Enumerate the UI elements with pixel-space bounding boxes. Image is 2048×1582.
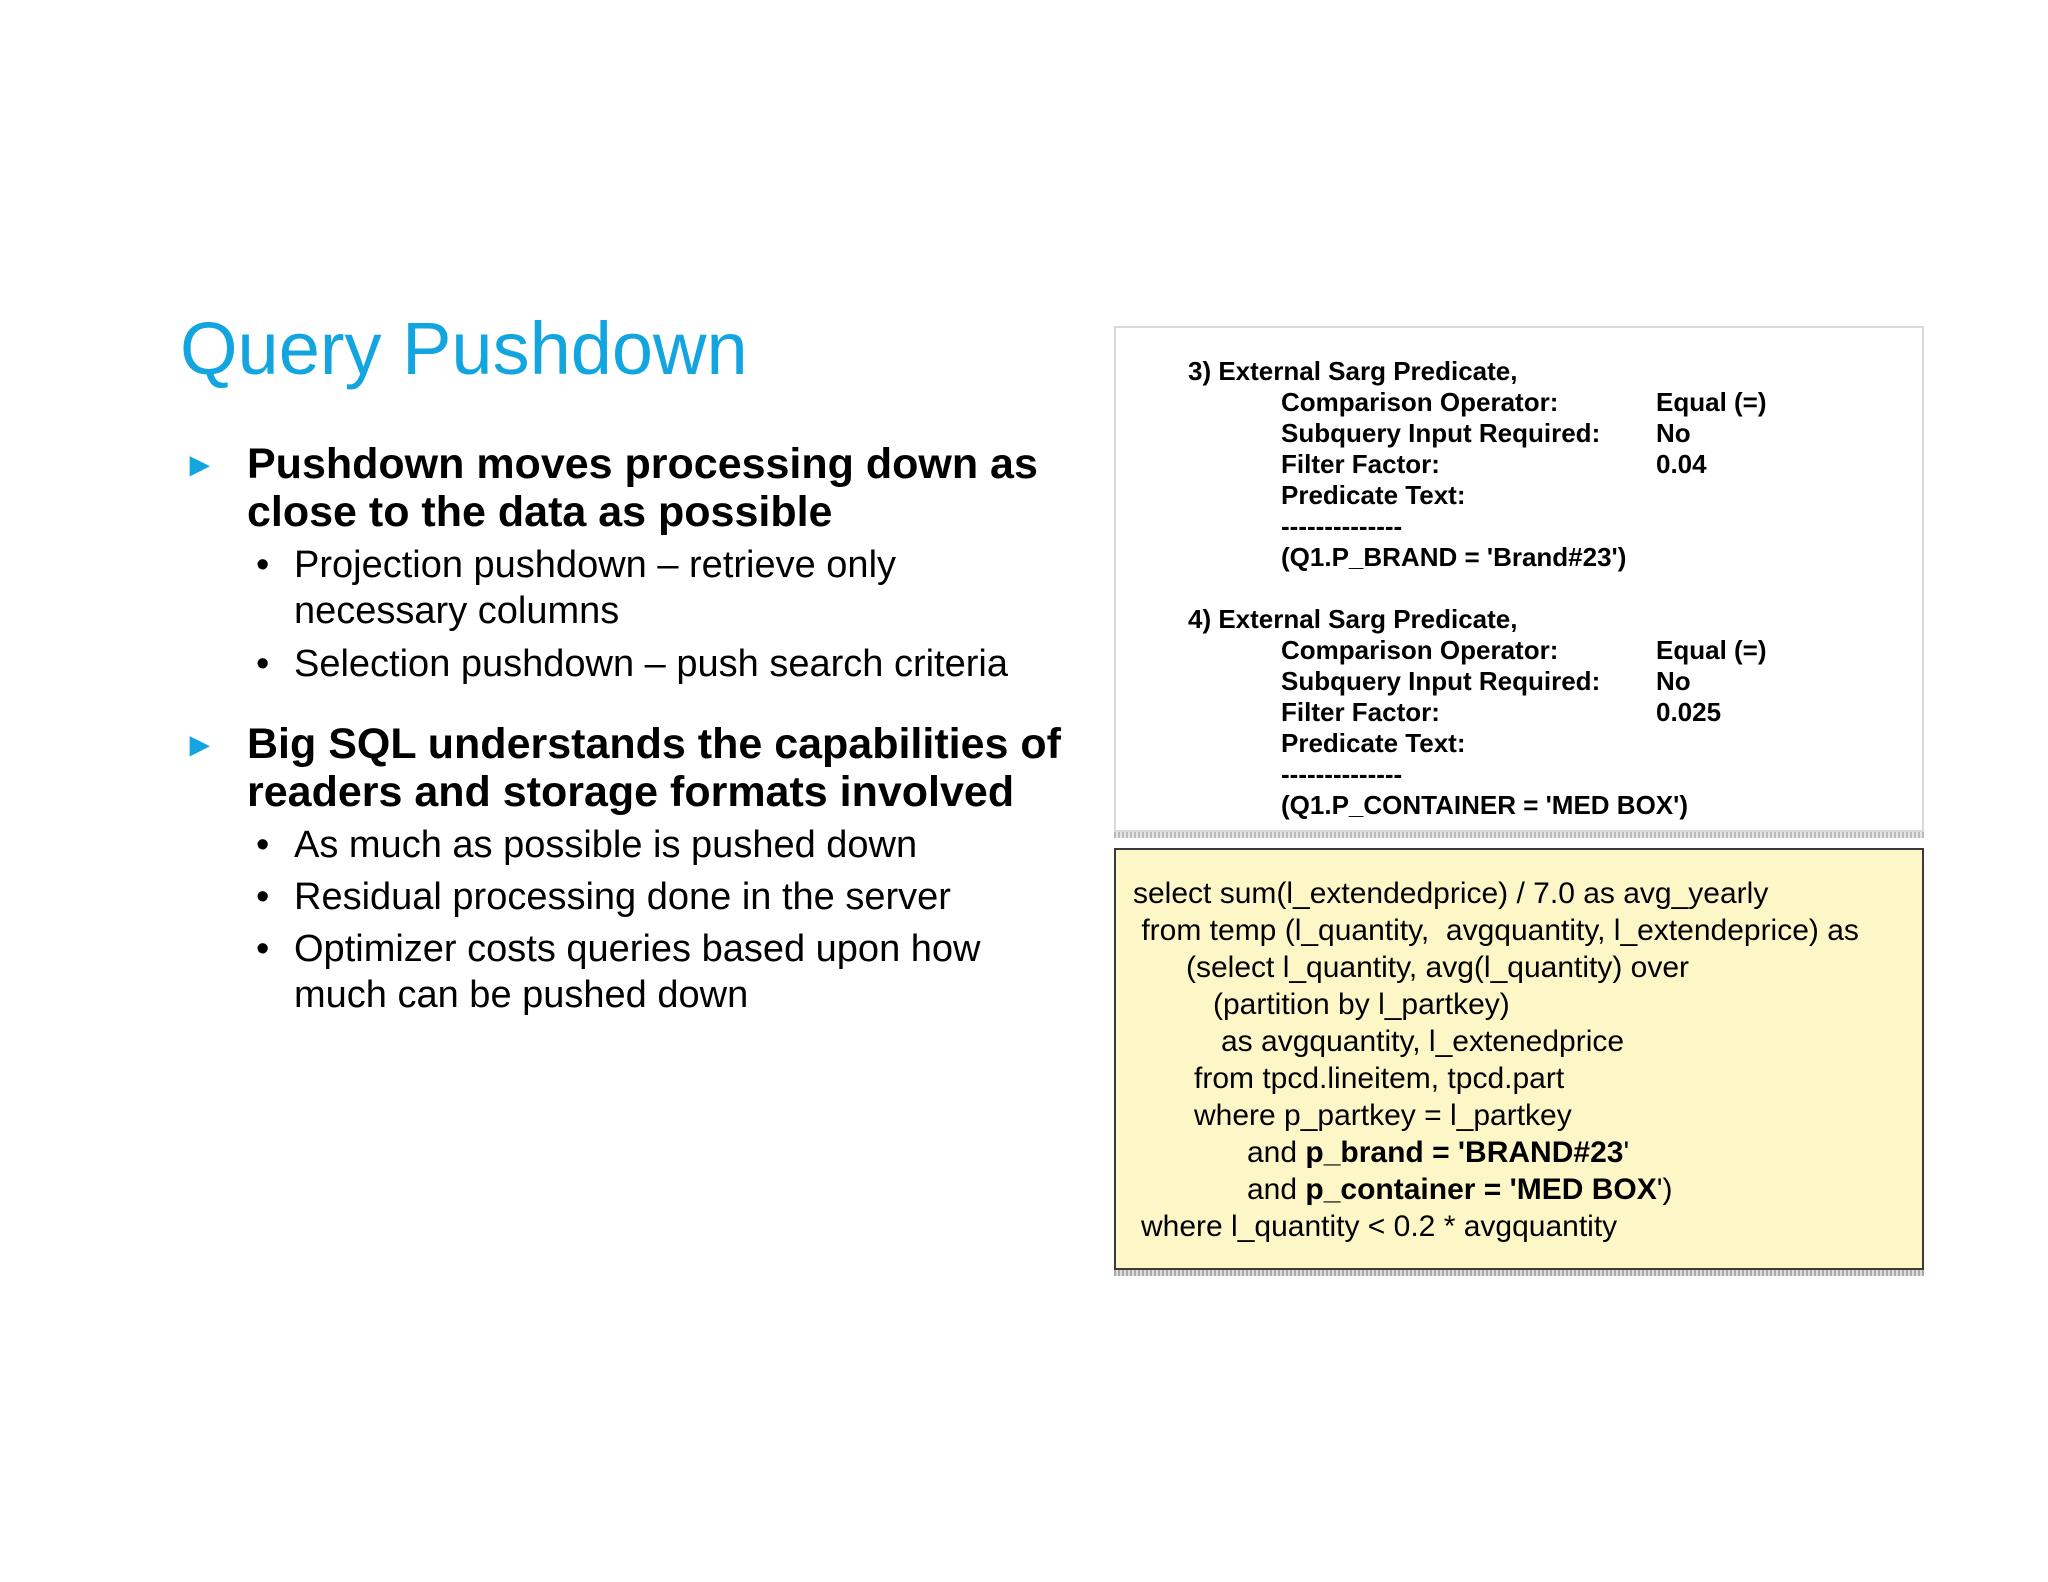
sarg-predicate-label: Predicate Text: <box>1281 480 1466 510</box>
sarg-label: Filter Factor: <box>1281 697 1440 727</box>
sarg-predicate-text: (Q1.P_BRAND = 'Brand#23') <box>1281 542 1627 572</box>
sql-and-keyword: and <box>1247 1173 1306 1206</box>
sql-line-container <box>1247 1171 1672 1208</box>
sub-bullet-text: As much as possible is pushed down <box>294 824 918 866</box>
sub-bullet-text: Selection pushdown – push search criteria <box>294 643 1008 685</box>
sql-line: as avgquantity, l_extenedprice <box>1221 1025 1625 1058</box>
sarg-value: No <box>1656 418 1691 448</box>
sarg-heading: 3) External Sarg Predicate, <box>1188 356 1518 386</box>
sarg-label: Comparison Operator: <box>1281 387 1559 417</box>
sarg-label: Comparison Operator: <box>1281 635 1559 665</box>
sql-line: where l_quantity < 0.2 * avgquantity <box>1141 1210 1618 1243</box>
sub-bullet-text: Optimizer costs queries based upon how much can be pushed down <box>294 928 981 1016</box>
sql-container-condition: p_container = 'MED BOX <box>1305 1173 1657 1206</box>
sarg-label: Subquery Input Required: <box>1281 666 1601 696</box>
sarg-value: 0.04 <box>1656 449 1707 479</box>
bullet-dot-icon: • <box>256 544 270 586</box>
sarg-label: Subquery Input Required: <box>1281 418 1601 448</box>
sql-line: (select l_quantity, avg(l_quantity) over <box>1186 951 1690 984</box>
sql-line: where p_partkey = l_partkey <box>1194 1099 1572 1132</box>
sql-panel-shadow <box>1114 1270 1924 1276</box>
sql-line-brand <box>1247 1134 1629 1171</box>
sarg-separator: -------------- <box>1281 759 1403 789</box>
main-bullet-text: Big SQL understands the capabilities of readers and storage formats involved <box>247 720 1061 816</box>
sarg-value: No <box>1656 666 1691 696</box>
arrow-bullet-icon: ► <box>183 726 217 764</box>
sub-bullet-text: Residual processing done in the server <box>294 876 951 918</box>
bullet-dot-icon: • <box>256 876 270 918</box>
sub-bullet-text: Projection pushdown – retrieve only necessary columns <box>294 544 897 632</box>
sarg-predicate-text: (Q1.P_CONTAINER = 'MED BOX') <box>1281 790 1688 820</box>
sarg-predicate-label: Predicate Text: <box>1281 728 1466 758</box>
sql-brand-tail: ' <box>1623 1136 1630 1169</box>
sql-container-tail: ') <box>1656 1173 1673 1206</box>
sarg-value: Equal (=) <box>1656 635 1767 665</box>
sarg-value: 0.025 <box>1656 697 1722 727</box>
main-bullet-text: Pushdown moves processing down as close to the data as possible <box>247 440 1038 536</box>
bullet-dot-icon: • <box>256 643 270 685</box>
bullet-dot-icon: • <box>256 824 270 866</box>
sql-line: from temp (l_quantity, avgquantity, l_extendeprice) as <box>1133 914 1859 947</box>
bullet-dot-icon: • <box>256 928 270 970</box>
sarg-separator: -------------- <box>1281 511 1403 541</box>
sql-line: select sum(l_extendedprice) / 7.0 as avg_yearly <box>1133 877 1769 910</box>
sql-line: from tpcd.lineitem, tpcd.part <box>1194 1062 1565 1095</box>
slide-title: Query Pushdown <box>180 307 748 390</box>
sql-brand-condition: p_brand = 'BRAND#23 <box>1305 1136 1624 1169</box>
sql-and-keyword: and <box>1247 1136 1306 1169</box>
sarg-heading: 4) External Sarg Predicate, <box>1188 604 1518 634</box>
sarg-panel-shadow <box>1114 832 1924 838</box>
arrow-bullet-icon: ► <box>183 446 217 484</box>
sarg-value: Equal (=) <box>1656 387 1767 417</box>
sarg-label: Filter Factor: <box>1281 449 1440 479</box>
sql-line: (partition by l_partkey) <box>1213 988 1510 1021</box>
